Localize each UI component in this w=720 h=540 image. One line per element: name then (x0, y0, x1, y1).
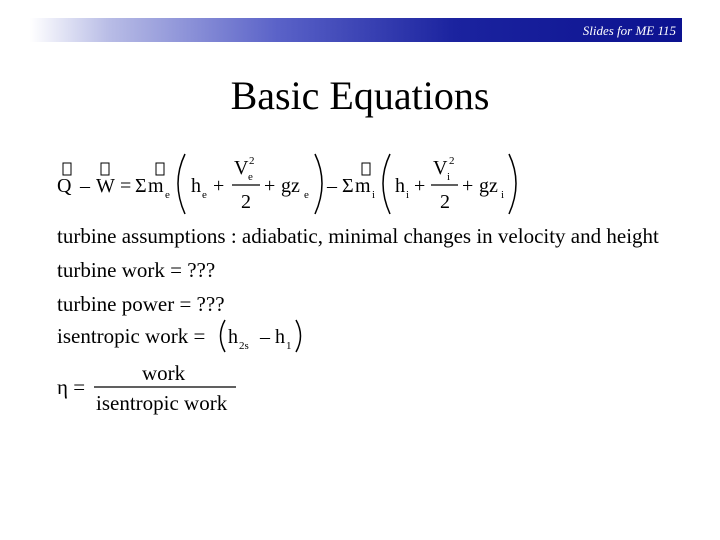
sigma-e: Σ (135, 175, 147, 197)
ve-symbol: V (234, 157, 249, 179)
h2s-symbol: h (228, 326, 238, 348)
q-dot-mark (63, 163, 71, 175)
m-i-dot-mark (362, 163, 370, 175)
ve-superscript: 2 (249, 155, 255, 167)
h-i: h (395, 175, 405, 197)
vi-subscript: i (447, 171, 451, 183)
ve-subscript: e (248, 171, 253, 183)
m-e-subscript: e (165, 189, 170, 201)
efficiency-equation (57, 361, 236, 415)
m-e-dot-mark (156, 163, 164, 175)
left-paren-i (383, 154, 390, 214)
minus-sign-2: – (327, 175, 337, 197)
efficiency-numerator: work (142, 361, 186, 385)
denominator-two-i: 2 (440, 191, 450, 213)
equals-sign: = (120, 175, 132, 197)
header-text: Slides for ME 115 (582, 23, 676, 38)
h-e-subscript: e (202, 189, 207, 201)
gz-i-subscript: i (501, 189, 505, 201)
turbine-work: turbine work = ??? (57, 258, 216, 282)
gz-e: gz (281, 175, 300, 197)
denominator-two-e: 2 (241, 191, 251, 213)
turbine-assumptions: turbine assumptions : adiabatic, minimal changes in velocity and height (57, 224, 659, 248)
eta-equals: η = (57, 375, 86, 399)
right-paren-i (509, 154, 516, 214)
h-e: h (191, 175, 201, 197)
open-paren (221, 320, 226, 352)
minus-sign: – (80, 175, 90, 197)
isentropic-work-label: isentropic work = (57, 324, 206, 348)
plus-sign-2: + (264, 175, 276, 197)
gz-e-subscript: e (304, 189, 309, 201)
w-dot-mark (101, 163, 109, 175)
gz-i: gz (479, 175, 498, 197)
isentropic-work-expression (221, 320, 301, 352)
h1-symbol: h (275, 326, 285, 348)
efficiency-denominator: isentropic work (96, 391, 228, 415)
vi-superscript: 2 (449, 155, 455, 167)
plus-sign-3: + (414, 175, 426, 197)
plus-sign-1: + (213, 175, 225, 197)
plus-sign-4: + (462, 175, 474, 197)
vi-symbol: V (433, 157, 448, 179)
h-i-subscript: i (406, 189, 410, 201)
left-paren-e (178, 154, 185, 214)
right-paren-e (315, 154, 322, 214)
q-symbol: Q (57, 175, 72, 197)
m-e: m (148, 175, 164, 197)
m-i: m (355, 175, 371, 197)
m-i-subscript: i (372, 189, 376, 201)
turbine-power: turbine power = ??? (57, 292, 225, 316)
sigma-i: Σ (342, 175, 354, 197)
minus-sign-iso: – (260, 326, 270, 348)
energy-balance-equation (57, 154, 516, 214)
w-symbol: W (96, 175, 115, 197)
h1-subscript: 1 (286, 340, 292, 352)
close-paren (296, 320, 301, 352)
slide-title: Basic Equations (230, 73, 490, 118)
h2s-subscript: 2s (239, 340, 249, 352)
